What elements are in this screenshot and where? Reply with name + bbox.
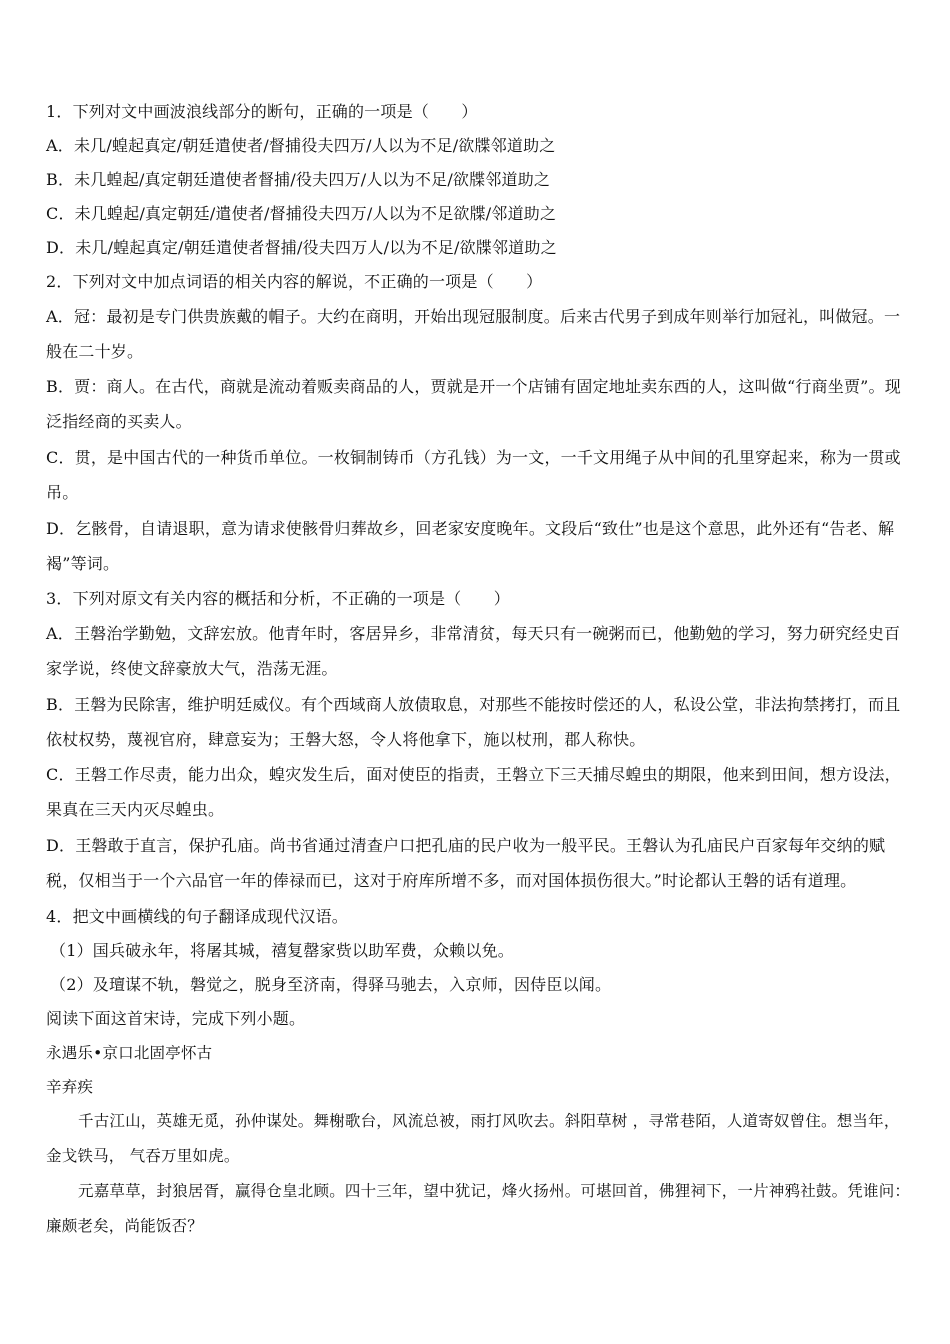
poem-stanza-2: 元嘉草草，封狼居胥，赢得仓皇北顾。四十三年，望中犹记，烽火扬州。可堪回首，佛狸祠下，一片神鸦社鼓。凭谁问：廉颇老矣，尚能饭否？ [46, 1182, 911, 1235]
q3-option-c: C．王磐工作尽责，能力出众，蝗灾发生后，面对使臣的指责，王磐立下三天捕尽蝗虫的期限，他来到田间，想方设法，果真在三天内灭尽蝗虫。 [46, 765, 901, 819]
q2-option-b: B．贾：商人。在古代，商就是流动着贩卖商品的人，贾就是开一个店铺有固定地址卖东西的人，这叫做“行商坐贾”。现泛指经商的买卖人。 [46, 377, 901, 431]
q2-option-c: C．贯，是中国古代的一种货币单位。一枚铜制铸币（方孔钱）为一文，一千文用绳子从中间的孔里穿起来，称为一贯或吊。 [46, 448, 901, 502]
poem-stanza-1: 千古江山，英雄无觅，孙仲谋处。舞榭歌台，风流总被，雨打风吹去。斜阳草树 ，寻常巷陌，人道寄奴曾住。想当年，金戈铁马， 气吞万里如虎。 [46, 1112, 900, 1165]
q4-sentence-2: （2）及璮谋不轨，磐觉之，脱身至济南，得驿马驰去，入京师，因侍臣以闻。 [50, 975, 612, 994]
q4-stem: 4．把文中画横线的句子翻译成现代汉语。 [46, 907, 348, 926]
q3-option-d: D．王磐敢于直言，保护孔庙。尚书省通过清查户口把孔庙的民户收为一般平民。王磐认为孔庙民户百家每年交纳的赋税，仅相当于一个六品官一年的俸禄而已，这对于府库所增不多，而对国体损伤很大。”时论都认王磐的话有道理。 [46, 836, 886, 890]
poem-author: 辛弃疾 [46, 1078, 94, 1096]
q1-option-b: B．未几蝗起/真定朝廷遣使者督捕/役夫四万/人以为不足/欲牒邻道助之 [46, 170, 551, 189]
poem-title: 永遇乐•京口北固亭怀古 [46, 1044, 213, 1062]
q2-option-a: A．冠：最初是专门供贵族戴的帽子。大约在商明，开始出现冠服制度。后来古代男子到成年则举行加冠礼，叫做冠。一般在二十岁。 [46, 307, 901, 361]
q2-stem: 2．下列对文中加点词语的相关内容的解说，不正确的一项是（ ） [46, 272, 543, 291]
q3-option-a: A．王磐治学勤勉，文辞宏放。他青年时，客居异乡，非常清贫，每天只有一碗粥而已，他勤勉的学习，努力研究经史百家学说，终使文辞豪放大气，浩荡无涯。 [46, 624, 901, 678]
q3-stem: 3．下列对原文有关内容的概括和分析，不正确的一项是（ ） [46, 589, 510, 608]
q1-stem: 1．下列对文中画波浪线部分的断句，正确的一项是（ ） [46, 102, 478, 121]
q1-option-a: A．未几/蝗起真定/朝廷遣使者/督捕役夫四万/人以为不足/欲牒邻道助之 [46, 136, 556, 155]
reading-intro: 阅读下面这首宋诗，完成下列小题。 [46, 1009, 306, 1028]
q1-option-d: D．未几/蝗起真定/朝廷遣使者督捕/役夫四万人/以为不足/欲牒邻道助之 [46, 238, 557, 257]
q4-sentence-1: （1）国兵破永年，将屠其城，禧复罄家赀以助军费，众赖以免。 [50, 941, 514, 960]
q1-option-c: C．未几蝗起/真定朝廷/遣使者/督捕役夫四万/人以为不足欲牒/邻道助之 [46, 204, 557, 223]
q3-option-b: B．王磐为民除害，维护明廷威仪。有个西域商人放债取息，对那些不能按时偿还的人，私设公堂，非法拘禁拷打，而且依杖权势，蔑视官府，肆意妄为；王磐大怒，令人将他拿下，施以杖刑，郡人称快。 [46, 695, 901, 749]
q2-option-d: D．乞骸骨，自请退职，意为请求使骸骨归葬故乡，回老家安度晚年。文段后“致仕”也是这个意思，此外还有“告老、解褐”等词。 [46, 519, 895, 573]
